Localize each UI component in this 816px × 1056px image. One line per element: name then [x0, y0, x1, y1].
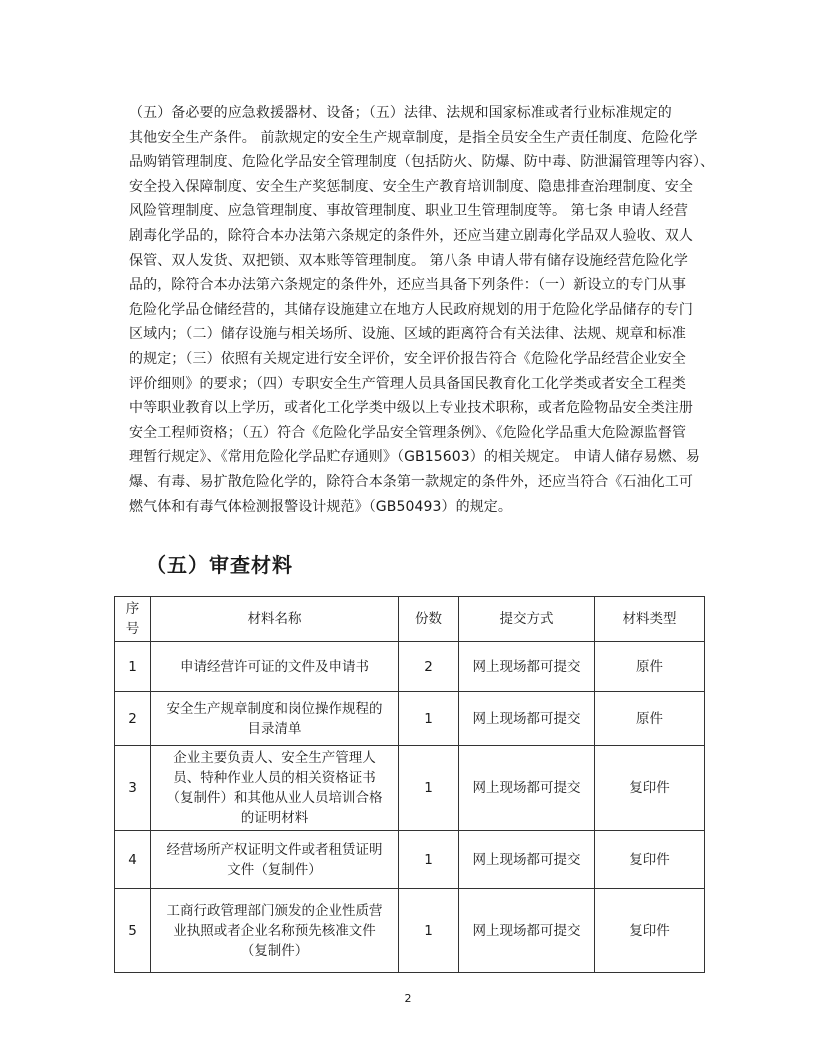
cell-type: 原件 [595, 692, 705, 746]
cell-name: 工商行政管理部门颁发的企业性质营业执照或者企业名称预先核准文件（复制件） [151, 889, 399, 973]
table-row [115, 692, 705, 746]
paragraph-line: 剧毒化学品的，除符合本办法第六条规定的条件外，还应当建立剧毒化学品双人验收、双人 [129, 227, 693, 244]
cell-copies: 1 [399, 692, 459, 746]
cell-seq: 1 [115, 642, 151, 692]
paragraph-line: 燃气体和有毒气体检测报警设计规范》（GB50493）的规定。 [129, 498, 512, 515]
cell-method: 网上现场都可提交 [459, 889, 595, 973]
header-copies: 份数 [399, 597, 459, 642]
table-row [115, 889, 705, 973]
cell-name: 申请经营许可证的文件及申请书 [151, 642, 399, 692]
header-name: 材料名称 [151, 597, 399, 642]
paragraph-line: 的规定；（三）依照有关规定进行安全评价，安全评价报告符合《危险化学品经营企业安全 [129, 350, 686, 367]
cell-copies: 1 [399, 746, 459, 831]
materials-table [114, 596, 705, 973]
paragraph-line: 其他安全生产条件。 前款规定的安全生产规章制度，是指全员安全生产责任制度、危险化学 [129, 129, 698, 146]
paragraph-line: 安全工程师资格；（五）符合《危险化学品安全管理条例》、《危险化学品重大危险源监督管 [129, 424, 687, 441]
body-paragraph [129, 101, 715, 519]
paragraph-line: 安全投入保障制度、安全生产奖惩制度、安全生产教育培训制度、隐患排查治理制度、安全 [129, 178, 693, 195]
table-header-row [115, 597, 705, 642]
cell-seq: 4 [115, 831, 151, 889]
cell-type: 复印件 [595, 746, 705, 831]
cell-seq: 3 [115, 746, 151, 831]
paragraph-line: 品购销管理制度、危险化学品安全管理制度（包括防火、防爆、防中毒、防泄漏管理等内容）、 [129, 154, 715, 171]
cell-type: 复印件 [595, 889, 705, 973]
cell-method: 网上现场都可提交 [459, 746, 595, 831]
section-heading: （五）审查材料 [146, 553, 293, 577]
table-row [115, 746, 705, 831]
cell-method: 网上现场都可提交 [459, 642, 595, 692]
cell-method: 网上现场都可提交 [459, 692, 595, 746]
paragraph-line: 中等职业教育以上学历，或者化工化学类中级以上专业技术职称，或者危险物品安全类注册 [129, 400, 693, 417]
header-method: 提交方式 [459, 597, 595, 642]
paragraph-line: 爆、有毒、易扩散危险化学的，除符合本条第一款规定的条件外，还应当符合《石油化工可 [129, 473, 693, 490]
cell-type: 复印件 [595, 831, 705, 889]
cell-type: 原件 [595, 642, 705, 692]
cell-name: 经营场所产权证明文件或者租赁证明文件（复制件） [151, 831, 399, 889]
paragraph-line: 区域内；（二）储存设施与相关场所、设施、区域的距离符合有关法律、法规、规章和标准 [129, 326, 686, 343]
cell-copies: 1 [399, 889, 459, 973]
header-type: 材料类型 [595, 597, 705, 642]
paragraph-line: 品的，除符合本办法第六条规定的条件外，还应当具备下列条件：（一）新设立的专门从事 [129, 277, 686, 294]
paragraph-line: 危险化学品仓储经营的，其储存设施建立在地方人民政府规划的用于危险化学品储存的专门 [129, 301, 693, 318]
cell-copies: 1 [399, 831, 459, 889]
cell-copies: 2 [399, 642, 459, 692]
header-seq: 序号 [115, 597, 151, 642]
paragraph-line: （五）备必要的应急救援器材、设备；（五）法律、法规和国家标准或者行业标准规定的 [129, 105, 672, 121]
paragraph-line: 风险管理制度、应急管理制度、事故管理制度、职业卫生管理制度等。 第七条 申请人经营 [129, 203, 688, 220]
paragraph-line: 理暂行规定》、《常用危险化学品贮存通则》（GB15603）的相关规定。 申请人储存易燃、易 [129, 449, 700, 466]
cell-method: 网上现场都可提交 [459, 831, 595, 889]
cell-seq: 5 [115, 889, 151, 973]
table-row [115, 642, 705, 692]
cell-name: 安全生产规章制度和岗位操作规程的目录清单 [151, 692, 399, 746]
cell-name: 企业主要负责人、安全生产管理人员、特种作业人员的相关资格证书（复制件）和其他从业人员培训合格的证明材料 [151, 746, 399, 831]
cell-seq: 2 [115, 692, 151, 746]
page-number: 2 [404, 992, 412, 1005]
paragraph-line: 评价细则》的要求；（四）专职安全生产管理人员具备国民教育化工化学类或者安全工程类 [129, 375, 686, 392]
table-row [115, 831, 705, 889]
paragraph-line: 保管、双人发货、双把锁、双本账等管理制度。 第八条 申请人带有储存设施经营危险化学 [129, 252, 688, 269]
